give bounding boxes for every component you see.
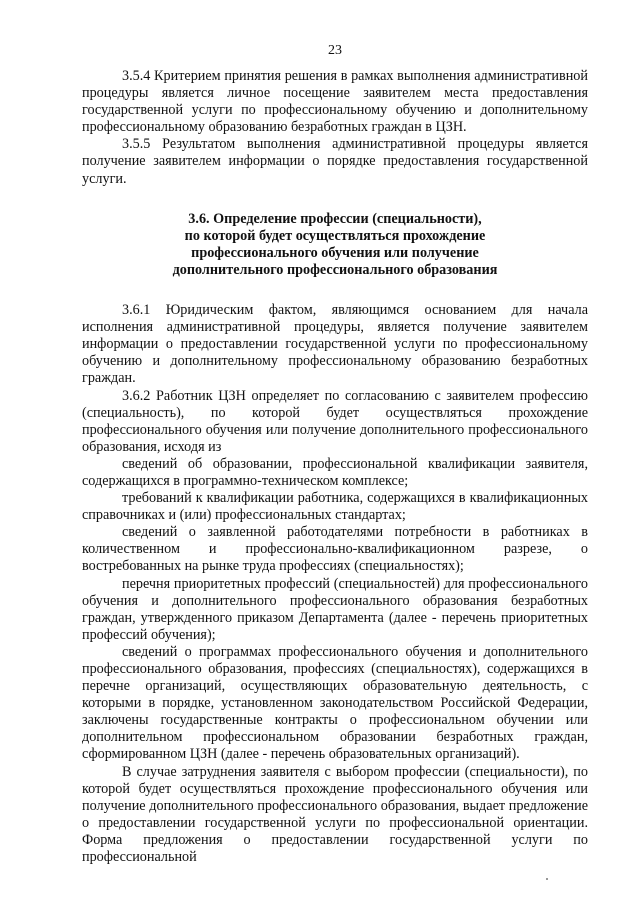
list-item-employer-demand: сведений о заявленной работодателями потребности в работниках в количественном и профессионально-квалификационном разрезе, о востребованных на рынке труда профессиях (специальностях); <box>82 524 588 575</box>
paragraph-3-6-1: 3.6.1 Юридическим фактом, являющимся основанием для начала исполнения административной процедуры, является получение заявителем информации о предоставлении государственной услуги по профессиональному обучению и дополнительному профессиональному образованию безработных граждан. <box>82 302 588 387</box>
list-item-training-programs: сведений о программах профессионального обучения и дополнительного профессионального образования, профессиях (специальностях), содержащихся в перечне организаций, осуществляющих образовательную деятельность, с которыми в порядке, установленном законодательством Российской Федерации, заключены государственные контракты о профессиональном обучении или дополнительном профессиональном образовании безработных граждан, сформированном ЦЗН (далее - перечень образовательных организаций). <box>82 643 588 763</box>
paragraph-3-5-4: 3.5.4 Критерием принятия решения в рамках выполнения административной процедуры является личное посещение заявителем места предоставления государственной услуги по профессиональному обучению и дополнительному профессиональному образованию безработных граждан в ЦЗН. <box>82 68 588 136</box>
heading-line: дополнительного профессионального образования <box>172 261 498 278</box>
heading-line: 3.6. Определение профессии (специальности), <box>188 210 482 227</box>
paragraph-3-5-5: 3.5.5 Результатом выполнения административной процедуры является получение заявителем информации о порядке предоставления государственной услуги. <box>82 136 588 187</box>
heading-line: по которой будет осуществляться прохождение <box>184 227 486 244</box>
list-item-qualification-requirements: требований к квалификации работника, содержащихся в квалификационных справочниках и (или) профессиональных стандартах; <box>82 490 588 524</box>
scan-speck <box>546 878 548 880</box>
paragraph-difficulty-choosing: В случае затруднения заявителя с выбором профессии (специальности), по которой будет осуществляться прохождение профессионального обучения или получение дополнительного профессионального образования, выдает предложение о предоставлении государственной услуги по профессиональной ориентации. Форма предложения о предоставлении государственной услуги по профессиональной <box>82 763 588 866</box>
heading-line: профессионального обучения или получение <box>191 244 479 261</box>
list-item-priority-professions: перечня приоритетных профессий (специальностей) для профессионального обучения и дополнительного профессионального образования безработных граждан, утвержденного приказом Департамента (далее - перечень приоритетных профессий обучения); <box>82 575 588 643</box>
paragraph-3-6-2: 3.6.2 Работник ЦЗН определяет по согласованию с заявителем профессию (специальность), по которой будет осуществляться прохождение профессионального обучения или получение дополнительного профессионального образования, исходя из <box>82 387 588 455</box>
page-number: 23 <box>328 43 342 58</box>
list-item-education-info: сведений об образовании, профессиональной квалификации заявителя, содержащихся в программно-техническом комплексе; <box>82 455 588 489</box>
document-content <box>82 68 588 866</box>
section-heading-3-6 <box>82 211 588 279</box>
